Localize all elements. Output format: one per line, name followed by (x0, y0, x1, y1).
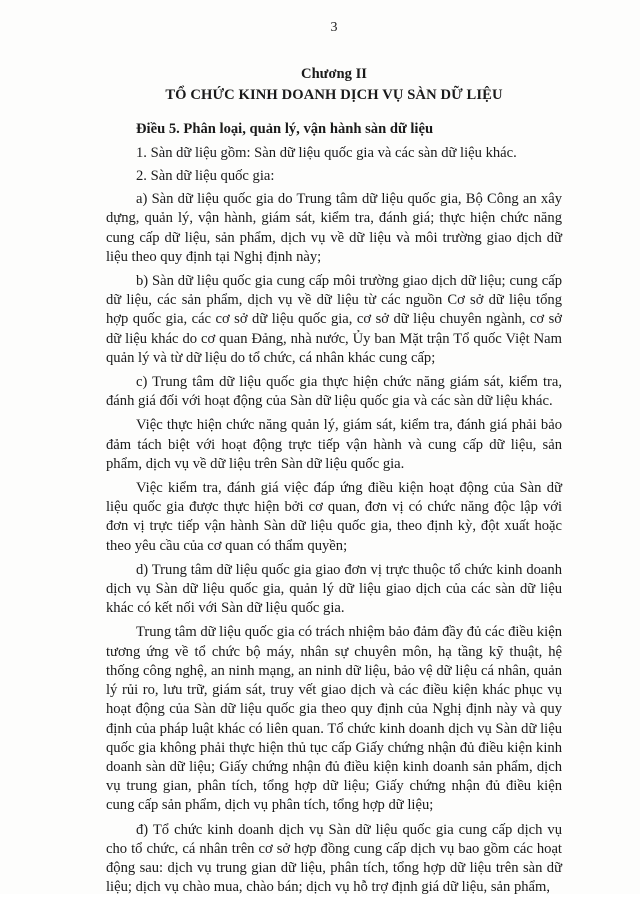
page-number: 3 (330, 20, 338, 35)
chapter-title: TỔ CHỨC KINH DOANH DỊCH VỤ SÀN DỮ LIỆU (165, 87, 503, 104)
article-heading: Điều 5. Phân loại, quản lý, vận hành sàn dữ liệu (136, 120, 434, 137)
clause-1: 1. Sàn dữ liệu gồm: Sàn dữ liệu quốc gia và các sàn dữ liệu khác. (136, 144, 517, 161)
point-c: c) Trung tâm dữ liệu quốc gia thực hiện chức năng giám sát, kiểm tra, đánh giá đối với hoạt động của Sàn dữ liệu quốc gia và các sàn dữ liệu khác. (106, 374, 562, 410)
paragraph-inspection: Việc kiểm tra, đánh giá việc đáp ứng điều kiện hoạt động của Sàn dữ liệu quốc gia được thực hiện bởi cơ quan, đơn vị có chức năng độc lập với đơn vị trực tiếp vận hành Sàn dữ liệu quốc gia, theo định kỳ, đột xuất hoặc theo yêu cầu của cơ quan có thẩm quyền; (106, 480, 562, 554)
clause-2: 2. Sàn dữ liệu quốc gia: (136, 168, 275, 185)
point-dd: đ) Tổ chức kinh doanh dịch vụ Sàn dữ liệu quốc gia cung cấp dịch vụ cho tổ chức, cá nhân trên cơ sở hợp đồng cung cấp dịch vụ bao gồm các hoạt động sau: dịch vụ trung gian dữ liệu, phân tích, tổng hợp dữ liệu trên sàn dữ liệu; dịch vụ chào mua, chào bán; dịch vụ hỗ trợ định giá dữ liệu, sản phẩm, (106, 821, 562, 896)
paragraph-separation: Việc thực hiện chức năng quản lý, giám sát, kiểm tra, đánh giá phải bảo đảm tách biệt với hoạt động trực tiếp vận hành và cung cấp dữ liệu, sản phẩm, dịch vụ về dữ liệu trên Sàn dữ liệu quốc gia. (106, 417, 562, 472)
point-d: d) Trung tâm dữ liệu quốc gia giao đơn vị trực thuộc tổ chức kinh doanh dịch vụ Sàn dữ liệu quốc gia, quản lý dữ liệu giao dịch của các sàn dữ liệu khác có kết nối với Sàn dữ liệu quốc gia. (106, 561, 562, 617)
chapter-label: Chương II (301, 66, 367, 83)
point-b: b) Sàn dữ liệu quốc gia cung cấp môi trường giao dịch dữ liệu; cung cấp dữ liệu, các sản phẩm, dịch vụ về dữ liệu từ các nguồn Cơ sở dữ liệu tổng hợp quốc gia, các cơ sở dữ liệu quốc gia, cơ sở dữ liệu chuyên ngành, cơ sở dữ liệu khác do cơ quan Đảng, nhà nước, Ủy ban Mặt trận Tổ quốc Việt Nam quản lý và từ dữ liệu do tổ chức, cá nhân khác cung cấp; (106, 273, 562, 366)
article-body (106, 144, 562, 897)
paragraph-responsibility: Trung tâm dữ liệu quốc gia có trách nhiệm bảo đảm đầy đủ các điều kiện tương ứng về tổ chức bộ máy, nhân sự chuyên môn, hạ tầng kỹ thuật, hệ thống công nghệ, an ninh mạng, an ninh dữ liệu, bảo vệ dữ liệu cá nhân, quản lý rủi ro, lưu trữ, giám sát, truy vết giao dịch và các điều kiện khác phục vụ hoạt động của Sàn dữ liệu quốc gia theo quy định của Nghị định này và quy định của pháp luật khác có liên quan. Tổ chức kinh doanh dịch vụ Sàn dữ liệu quốc gia không phải thực hiện thủ tục cấp Giấy chứng nhận đủ điều kiện kinh doanh sàn dữ liệu; Giấy chứng nhận đủ điều kiện kinh doanh sản phẩm, dịch vụ trung gian, phân tích, tổng hợp dữ liệu; Giấy chứng nhận đủ điều kiện cung cấp sản phẩm, dịch vụ phân tích, tổng hợp dữ liệu; (106, 624, 563, 814)
point-a: a) Sàn dữ liệu quốc gia do Trung tâm dữ liệu quốc gia, Bộ Công an xây dựng, quản lý, vận hành, giám sát, kiểm tra, đánh giá; thực hiện chức năng cung cấp dữ liệu, sản phẩm, dịch vụ về dữ liệu và môi trường giao dịch dữ liệu theo quy định tại Nghị định này; (106, 191, 562, 265)
